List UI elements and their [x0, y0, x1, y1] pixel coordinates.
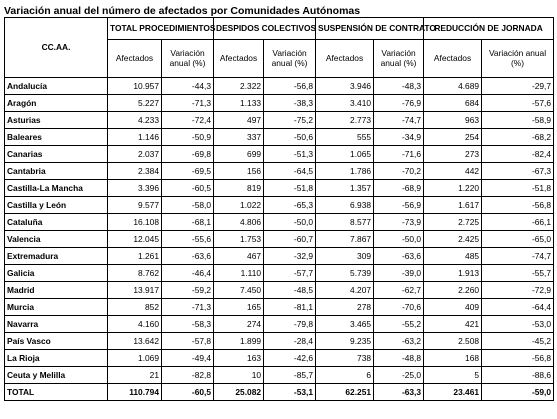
- cell-afectados: 4.207: [316, 282, 374, 299]
- cell-afectados: 9.235: [316, 333, 374, 350]
- table-body: [5, 78, 554, 401]
- cell-variacion: -66,1: [482, 214, 554, 231]
- region-name: Aragón: [5, 95, 108, 112]
- cell-variacion: -42,6: [264, 350, 316, 367]
- cell-afectados: 555: [316, 129, 374, 146]
- subheader-variacion: Variación anual (%): [482, 40, 554, 78]
- cell-variacion: -48,5: [264, 282, 316, 299]
- cell-afectados: 274: [214, 316, 264, 333]
- subheader-variacion: Variación anual (%): [162, 40, 214, 78]
- cell-afectados: 168: [424, 350, 482, 367]
- table-row: [5, 180, 554, 197]
- cell-afectados: 2.037: [108, 146, 162, 163]
- table-row: [5, 129, 554, 146]
- cell-afectados: 8.762: [108, 265, 162, 282]
- cell-afectados: 13.642: [108, 333, 162, 350]
- cell-variacion: -65,3: [264, 197, 316, 214]
- cell-afectados: 2.384: [108, 163, 162, 180]
- cell-afectados: 10.957: [108, 78, 162, 95]
- subheader-afectados: Afectados: [108, 40, 162, 78]
- table-row: [5, 214, 554, 231]
- table-row: [5, 78, 554, 95]
- cell-variacion: -64,5: [264, 163, 316, 180]
- cell-afectados: 1.022: [214, 197, 264, 214]
- table-row: [5, 333, 554, 350]
- region-name: Castilla-La Mancha: [5, 180, 108, 197]
- cell-afectados: 1.146: [108, 129, 162, 146]
- subheader-afectados: Afectados: [316, 40, 374, 78]
- cell-variacion: -69,8: [162, 146, 214, 163]
- cell-variacion: -49,4: [162, 350, 214, 367]
- cell-afectados: 3.396: [108, 180, 162, 197]
- cell-afectados: 2.260: [424, 282, 482, 299]
- cell-afectados: 467: [214, 248, 264, 265]
- subheader-afectados: Afectados: [424, 40, 482, 78]
- cell-variacion: -50,6: [264, 129, 316, 146]
- cell-variacion: -75,2: [264, 112, 316, 129]
- cell-variacion: -50,0: [374, 231, 424, 248]
- cell-variacion: -69,5: [162, 163, 214, 180]
- cell-afectados: 963: [424, 112, 482, 129]
- table-row: [5, 248, 554, 265]
- cell-afectados: 1.913: [424, 265, 482, 282]
- cell-variacion: -57,6: [482, 95, 554, 112]
- cell-afectados: 9.577: [108, 197, 162, 214]
- cell-afectados: 1.133: [214, 95, 264, 112]
- cell-variacion: -73,9: [374, 214, 424, 231]
- group-header-total: TOTAL PROCEDIMIENTOS: [108, 18, 214, 40]
- cell-afectados: 3.946: [316, 78, 374, 95]
- cell-variacion: -48,3: [374, 78, 424, 95]
- cell-variacion: -68,9: [374, 180, 424, 197]
- cell-variacion: -58,9: [482, 112, 554, 129]
- cell-afectados: 7.867: [316, 231, 374, 248]
- cell-afectados: 2.425: [424, 231, 482, 248]
- page-title: Variación anual del número de afectados por Comunidades Autónomas: [4, 5, 361, 17]
- region-name: Canarias: [5, 146, 108, 163]
- subheader-variacion: Variación anual (%): [374, 40, 424, 78]
- region-name: Castilla y León: [5, 197, 108, 214]
- region-name: Navarra: [5, 316, 108, 333]
- cell-afectados: 421: [424, 316, 482, 333]
- cell-variacion: -56,8: [482, 350, 554, 367]
- cell-variacion: -67,3: [482, 163, 554, 180]
- cell-variacion: -57,7: [264, 265, 316, 282]
- cell-afectados: 7.450: [214, 282, 264, 299]
- cell-afectados: 163: [214, 350, 264, 367]
- header-row-groups: [5, 18, 554, 40]
- cell-variacion: -68,1: [162, 214, 214, 231]
- cell-afectados: 25.082: [214, 384, 264, 401]
- cell-variacion: -56,8: [482, 197, 554, 214]
- cell-variacion: -68,2: [482, 129, 554, 146]
- table-row: [5, 146, 554, 163]
- cell-variacion: -56,8: [264, 78, 316, 95]
- table-row: [5, 112, 554, 129]
- cell-variacion: -81,1: [264, 299, 316, 316]
- cell-variacion: -57,8: [162, 333, 214, 350]
- cell-afectados: 1.786: [316, 163, 374, 180]
- cell-afectados: 1.617: [424, 197, 482, 214]
- region-name: Cantabria: [5, 163, 108, 180]
- cell-variacion: -62,7: [374, 282, 424, 299]
- cell-afectados: 1.261: [108, 248, 162, 265]
- cell-afectados: 1.753: [214, 231, 264, 248]
- cell-afectados: 2.773: [316, 112, 374, 129]
- table-row: [5, 95, 554, 112]
- table-row: [5, 282, 554, 299]
- cell-afectados: 684: [424, 95, 482, 112]
- subheader-afectados: Afectados: [214, 40, 264, 78]
- cell-variacion: -63,6: [162, 248, 214, 265]
- cell-variacion: -76,9: [374, 95, 424, 112]
- cell-variacion: -56,9: [374, 197, 424, 214]
- region-name: País Vasco: [5, 333, 108, 350]
- cell-afectados: 5.739: [316, 265, 374, 282]
- cell-afectados: 1.065: [316, 146, 374, 163]
- data-table: [4, 17, 554, 401]
- cell-variacion: -58,0: [162, 197, 214, 214]
- cell-afectados: 738: [316, 350, 374, 367]
- cell-afectados: 819: [214, 180, 264, 197]
- cell-afectados: 497: [214, 112, 264, 129]
- cell-variacion: -50,9: [162, 129, 214, 146]
- cell-afectados: 10: [214, 367, 264, 384]
- cell-variacion: -63,6: [374, 248, 424, 265]
- cell-variacion: -63,3: [374, 384, 424, 401]
- cell-variacion: -53,0: [482, 316, 554, 333]
- region-name: Ceuta y Melilla: [5, 367, 108, 384]
- cell-afectados: 1.220: [424, 180, 482, 197]
- table-row: [5, 350, 554, 367]
- cell-afectados: 12.045: [108, 231, 162, 248]
- cell-afectados: 4.806: [214, 214, 264, 231]
- column-header-ccaa: CC.AA.: [5, 18, 108, 78]
- cell-afectados: 5: [424, 367, 482, 384]
- cell-variacion: -29,7: [482, 78, 554, 95]
- region-name: Murcia: [5, 299, 108, 316]
- cell-afectados: 852: [108, 299, 162, 316]
- cell-variacion: -71,3: [162, 95, 214, 112]
- region-name: Extremadura: [5, 248, 108, 265]
- cell-afectados: 165: [214, 299, 264, 316]
- cell-afectados: 409: [424, 299, 482, 316]
- cell-afectados: 4.233: [108, 112, 162, 129]
- cell-afectados: 2.508: [424, 333, 482, 350]
- cell-variacion: -34,9: [374, 129, 424, 146]
- cell-variacion: -71,6: [374, 146, 424, 163]
- cell-variacion: -59,0: [482, 384, 554, 401]
- cell-variacion: -55,7: [482, 265, 554, 282]
- table-row: [5, 265, 554, 282]
- cell-variacion: -51,3: [264, 146, 316, 163]
- cell-variacion: -28,4: [264, 333, 316, 350]
- cell-variacion: -74,7: [482, 248, 554, 265]
- cell-variacion: -79,8: [264, 316, 316, 333]
- cell-variacion: -38,3: [264, 95, 316, 112]
- cell-afectados: 62.251: [316, 384, 374, 401]
- cell-variacion: -72,4: [162, 112, 214, 129]
- cell-variacion: -82,4: [482, 146, 554, 163]
- cell-afectados: 1.110: [214, 265, 264, 282]
- table-row: [5, 299, 554, 316]
- cell-afectados: 110.794: [108, 384, 162, 401]
- cell-afectados: 254: [424, 129, 482, 146]
- cell-afectados: 2.725: [424, 214, 482, 231]
- cell-variacion: -74,7: [374, 112, 424, 129]
- cell-variacion: -39,0: [374, 265, 424, 282]
- region-name: Madrid: [5, 282, 108, 299]
- cell-afectados: 23.461: [424, 384, 482, 401]
- cell-variacion: -71,3: [162, 299, 214, 316]
- group-header-reduccion: REDUCCIÓN DE JORNADA: [424, 18, 554, 40]
- cell-variacion: -72,9: [482, 282, 554, 299]
- group-header-suspension: SUSPENSIÓN DE CONTRATO: [316, 18, 424, 40]
- cell-variacion: -65,0: [482, 231, 554, 248]
- group-header-despidos: DESPIDOS COLECTIVOS: [214, 18, 316, 40]
- table-row: [5, 231, 554, 248]
- cell-afectados: 5.227: [108, 95, 162, 112]
- cell-variacion: -51,8: [264, 180, 316, 197]
- cell-afectados: 278: [316, 299, 374, 316]
- cell-variacion: -48,8: [374, 350, 424, 367]
- region-name: Valencia: [5, 231, 108, 248]
- cell-variacion: -70,6: [374, 299, 424, 316]
- cell-variacion: -64,4: [482, 299, 554, 316]
- cell-variacion: -58,3: [162, 316, 214, 333]
- cell-afectados: 6.938: [316, 197, 374, 214]
- cell-variacion: -50,0: [264, 214, 316, 231]
- cell-afectados: 16.108: [108, 214, 162, 231]
- region-name: Cataluña: [5, 214, 108, 231]
- cell-afectados: 2.322: [214, 78, 264, 95]
- region-name: Asturias: [5, 112, 108, 129]
- cell-variacion: -70,2: [374, 163, 424, 180]
- cell-variacion: -63,2: [374, 333, 424, 350]
- cell-afectados: 6: [316, 367, 374, 384]
- cell-afectados: 3.465: [316, 316, 374, 333]
- cell-variacion: -60,5: [162, 180, 214, 197]
- cell-afectados: 442: [424, 163, 482, 180]
- cell-afectados: 1.899: [214, 333, 264, 350]
- cell-variacion: -55,6: [162, 231, 214, 248]
- cell-afectados: 273: [424, 146, 482, 163]
- cell-variacion: -85,7: [264, 367, 316, 384]
- cell-afectados: 8.577: [316, 214, 374, 231]
- cell-variacion: -88,6: [482, 367, 554, 384]
- cell-afectados: 309: [316, 248, 374, 265]
- cell-afectados: 1.357: [316, 180, 374, 197]
- cell-variacion: -32,9: [264, 248, 316, 265]
- region-name: Galicia: [5, 265, 108, 282]
- table-row: [5, 316, 554, 333]
- region-name: La Rioja: [5, 350, 108, 367]
- cell-variacion: -53,1: [264, 384, 316, 401]
- cell-afectados: 1.069: [108, 350, 162, 367]
- cell-afectados: 699: [214, 146, 264, 163]
- table-row: [5, 197, 554, 214]
- cell-variacion: -55,2: [374, 316, 424, 333]
- cell-variacion: -45,2: [482, 333, 554, 350]
- table-row: [5, 163, 554, 180]
- region-name: Baleares: [5, 129, 108, 146]
- cell-variacion: -51,8: [482, 180, 554, 197]
- cell-afectados: 21: [108, 367, 162, 384]
- cell-variacion: -59,2: [162, 282, 214, 299]
- cell-afectados: 337: [214, 129, 264, 146]
- cell-variacion: -25,0: [374, 367, 424, 384]
- cell-afectados: 4.689: [424, 78, 482, 95]
- cell-variacion: -44,3: [162, 78, 214, 95]
- cell-variacion: -46,4: [162, 265, 214, 282]
- cell-afectados: 485: [424, 248, 482, 265]
- cell-afectados: 13.917: [108, 282, 162, 299]
- cell-afectados: 3.410: [316, 95, 374, 112]
- cell-variacion: -82,8: [162, 367, 214, 384]
- cell-variacion: -60,5: [162, 384, 214, 401]
- region-name: Andalucía: [5, 78, 108, 95]
- cell-afectados: 4.160: [108, 316, 162, 333]
- cell-variacion: -60,7: [264, 231, 316, 248]
- total-row: [5, 384, 554, 401]
- table-row: [5, 367, 554, 384]
- cell-afectados: 156: [214, 163, 264, 180]
- region-name: TOTAL: [5, 384, 108, 401]
- subheader-variacion: Variación anual (%): [264, 40, 316, 78]
